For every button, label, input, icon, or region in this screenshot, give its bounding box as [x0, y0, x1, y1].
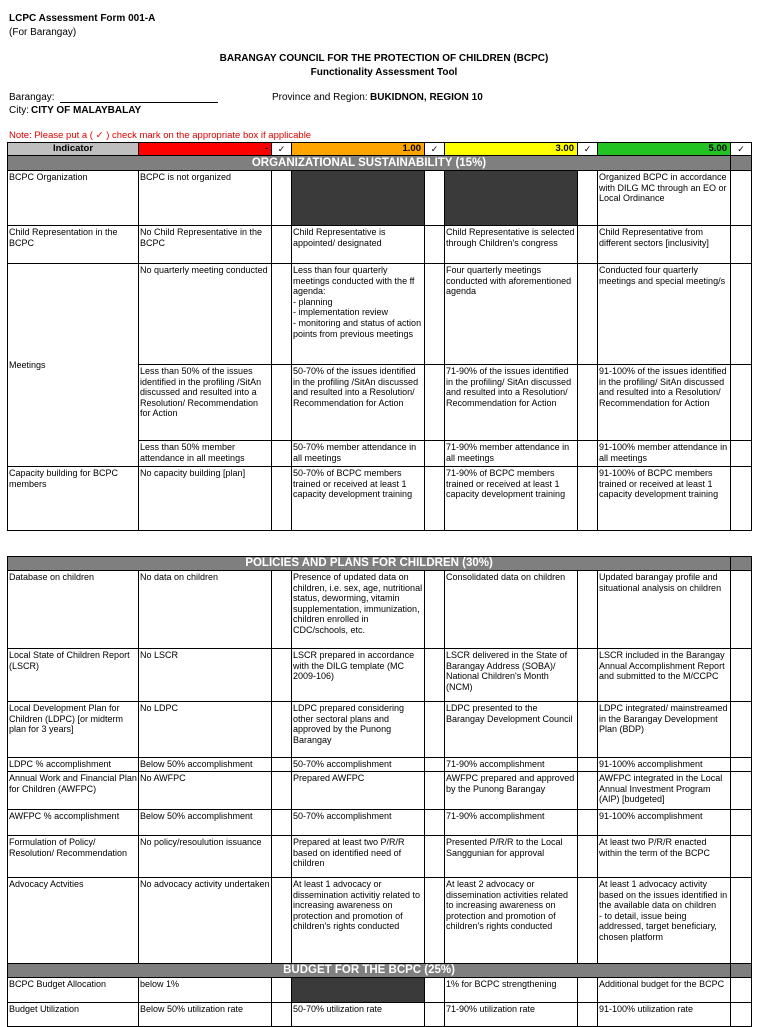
indicator-cell: BCPC Budget Allocation: [8, 978, 139, 1003]
checkbox-cell[interactable]: [578, 836, 598, 878]
checkbox-cell[interactable]: [731, 1003, 752, 1027]
criteria-cell: 91-100% of BCPC members trained or received at least 1 capacity development training: [598, 467, 731, 531]
checkbox-cell[interactable]: [272, 441, 292, 467]
criteria-cell-na: [445, 171, 578, 226]
assessment-table-org: [7, 142, 752, 531]
criteria-cell: 1% for BCPC strengthening: [445, 978, 578, 1003]
criteria-cell: LDPC presented to the Barangay Development Council: [445, 702, 578, 758]
table-row: [8, 702, 752, 758]
checkbox-cell[interactable]: [578, 1003, 598, 1027]
checkbox-cell[interactable]: [425, 226, 445, 264]
criteria-cell: 91-100% member attendance in all meetings: [598, 441, 731, 467]
indicator-header: Indicator: [8, 143, 139, 156]
checkbox-cell[interactable]: [578, 649, 598, 702]
criteria-cell: At least 1 advocacy or dissemination activitiy related to increasing awareness on protection and promotion of children's rights conducted: [292, 878, 425, 964]
checkbox-cell[interactable]: [425, 441, 445, 467]
table-row: [8, 810, 752, 836]
checkbox-cell[interactable]: [578, 264, 598, 365]
checkbox-cell[interactable]: [731, 810, 752, 836]
criteria-cell: No LSCR: [139, 649, 272, 702]
criteria-cell: No Child Representative in the BCPC: [139, 226, 272, 264]
criteria-cell: Less than 50% of the issues identified in the profiling /SitAn discussed and resulted into a Resolution/ Recommendation for Action: [139, 365, 272, 441]
checkbox-cell[interactable]: [731, 171, 752, 226]
criteria-cell: 50-70% utilization rate: [292, 1003, 425, 1027]
criteria-cell: At least 2 advocacy or dissemination activities related to increasing awareness on protection and promotion of children's rights conducted: [445, 878, 578, 964]
criteria-cell: 91-100% utilization rate: [598, 1003, 731, 1027]
criteria-cell: Consolidated data on children: [445, 571, 578, 649]
checkbox-cell[interactable]: [578, 978, 598, 1003]
table-row: [8, 836, 752, 878]
checkbox-cell[interactable]: [578, 171, 598, 226]
checkbox-cell[interactable]: [272, 171, 292, 226]
criteria-cell: Below 50% utilization rate: [139, 1003, 272, 1027]
criteria-cell: 71-90% member attendance in all meetings: [445, 441, 578, 467]
indicator-cell: Local Development Plan for Children (LDPC) [or midterm plan for 3 years]: [8, 702, 139, 758]
checkbox-cell[interactable]: [578, 702, 598, 758]
barangay-label: Barangay:: [9, 92, 55, 103]
criteria-cell: below 1%: [139, 978, 272, 1003]
criteria-cell: 50-70% accomplishment: [292, 810, 425, 836]
checkbox-cell[interactable]: [272, 978, 292, 1003]
checkbox-cell[interactable]: [272, 226, 292, 264]
criteria-cell: 71-90% of BCPC members trained or received at least 1 capacity development training: [445, 467, 578, 531]
criteria-cell-na: [292, 171, 425, 226]
checkbox-cell[interactable]: [272, 758, 292, 772]
table-row: [8, 264, 752, 365]
header-row: [8, 143, 752, 156]
checkbox-cell[interactable]: [272, 810, 292, 836]
indicator-cell: Annual Work and Financial Plan for Children (AWFPC): [8, 772, 139, 810]
check-icon: ✓: [578, 143, 598, 156]
indicator-cell: Formulation of Policy/ Resolution/ Recommendation: [8, 836, 139, 878]
checkbox-cell[interactable]: [272, 649, 292, 702]
check-icon: ✓: [731, 143, 752, 156]
score-header-0: -: [139, 143, 272, 156]
criteria-cell: 71-90% utilization rate: [445, 1003, 578, 1027]
checkbox-cell[interactable]: [578, 365, 598, 441]
table-row: [8, 649, 752, 702]
criteria-cell: Less than 50% member attendance in all meetings: [139, 441, 272, 467]
criteria-cell: No advocacy activity undertaken: [139, 878, 272, 964]
table-row: [8, 1003, 752, 1027]
criteria-cell: At least two P/R/R enacted within the term of the BCPC: [598, 836, 731, 878]
checkbox-cell[interactable]: [272, 1003, 292, 1027]
criteria-cell: 71-90% accomplishment: [445, 810, 578, 836]
checkbox-cell[interactable]: [578, 441, 598, 467]
checkbox-cell[interactable]: [578, 810, 598, 836]
check-icon: ✓: [272, 143, 292, 156]
indicator-cell: BCPC Organization: [8, 171, 139, 226]
form-code: LCPC Assessment Form 001-A: [9, 13, 156, 24]
criteria-cell: LDPC prepared considering other sectoral plans and approved by the Punong Barangay: [292, 702, 425, 758]
assessment-table-policies: [7, 556, 752, 1027]
criteria-cell: No LDPC: [139, 702, 272, 758]
indicator-cell: Budget Utilization: [8, 1003, 139, 1027]
criteria-cell: 91-100% of the issues identified in the profiling/ SitAn discussed and resulted into a Resolution/ Recommendation for Action: [598, 365, 731, 441]
criteria-cell: LDPC integrated/ mainstreamed in the Barangay Development Plan (BDP): [598, 702, 731, 758]
checkbox-cell[interactable]: [731, 758, 752, 772]
checkbox-cell[interactable]: [425, 772, 445, 810]
criteria-cell: Child Representative is selected through Children's congress: [445, 226, 578, 264]
criteria-cell: Additional budget for the BCPC: [598, 978, 731, 1003]
score-header-3: 3.00: [445, 143, 578, 156]
criteria-cell: Presented P/R/R to the Local Sanggunian for approval: [445, 836, 578, 878]
tool-title: Functionality Assessment Tool: [310, 67, 458, 78]
table-row: [8, 571, 752, 649]
checkbox-cell[interactable]: [731, 702, 752, 758]
checkbox-cell[interactable]: [731, 365, 752, 441]
criteria-cell: Organized BCPC in accordance with DILG MC through an EO or Local Ordinance: [598, 171, 731, 226]
section-row: [8, 964, 752, 978]
checkbox-cell[interactable]: [578, 758, 598, 772]
checkbox-cell[interactable]: [425, 649, 445, 702]
checkbox-cell[interactable]: [731, 441, 752, 467]
criteria-cell: No data on children: [139, 571, 272, 649]
instruction-note: Note: Please put a ( ✓ ) check mark on the appropriate box if applicable: [9, 130, 312, 141]
checkbox-cell[interactable]: [578, 878, 598, 964]
province-label: Province and Region:: [272, 92, 368, 103]
checkbox-cell[interactable]: [731, 571, 752, 649]
criteria-cell: 50-70% of BCPC members trained or received at least 1 capacity development training: [292, 467, 425, 531]
section-title-policies: POLICIES AND PLANS FOR CHILDREN (30%): [8, 557, 731, 571]
checkbox-cell[interactable]: [731, 978, 752, 1003]
criteria-cell: Child Representative is appointed/ designated: [292, 226, 425, 264]
checkbox-cell[interactable]: [731, 226, 752, 264]
checkbox-cell[interactable]: [731, 878, 752, 964]
checkbox-cell[interactable]: [425, 836, 445, 878]
city-value: CITY OF MALAYBALAY: [31, 105, 142, 116]
checkbox-cell[interactable]: [272, 264, 292, 365]
criteria-cell: Conducted four quarterly meetings and special meeting/s: [598, 264, 731, 365]
criteria-cell: No policy/resoulution issuance: [139, 836, 272, 878]
indicator-cell: Database on children: [8, 571, 139, 649]
criteria-cell: No AWFPC: [139, 772, 272, 810]
criteria-cell: BCPC is not organized: [139, 171, 272, 226]
checkbox-cell[interactable]: [425, 467, 445, 531]
criteria-cell: 91-100% accomplishment: [598, 758, 731, 772]
checkbox-cell[interactable]: [272, 878, 292, 964]
criteria-cell: LSCR delivered in the State of Barangay Address (SOBA)/ National Children's Month (NCM): [445, 649, 578, 702]
check-icon: ✓: [425, 143, 445, 156]
checkbox-cell[interactable]: [425, 878, 445, 964]
criteria-cell: AWFPC prepared and approved by the Punong Barangay: [445, 772, 578, 810]
table-row: [8, 878, 752, 964]
checkbox-cell[interactable]: [272, 467, 292, 531]
checkbox-cell[interactable]: [425, 978, 445, 1003]
indicator-cell: Local State of Children Report (LSCR): [8, 649, 139, 702]
barangay-field[interactable]: [60, 90, 218, 103]
checkbox-cell[interactable]: [425, 365, 445, 441]
checkbox-cell[interactable]: [425, 702, 445, 758]
checkbox-cell[interactable]: [425, 171, 445, 226]
criteria-cell-na: [292, 978, 425, 1003]
score-header-5: 5.00: [598, 143, 731, 156]
criteria-cell: Four quarterly meetings conducted with aforementioned agenda: [445, 264, 578, 365]
criteria-cell: 91-100% accomplishment: [598, 810, 731, 836]
checkbox-cell[interactable]: [425, 758, 445, 772]
indicator-cell: AWFPC % accomplishment: [8, 810, 139, 836]
table-row: [8, 772, 752, 810]
indicator-cell: Capacity building for BCPC members: [8, 467, 139, 531]
city-label: City:: [9, 105, 29, 116]
indicator-cell: Advocacy Actvities: [8, 878, 139, 964]
criteria-cell: 50-70% of the issues identified in the profiling /SitAn discussed and resulted into a Resolution/ Recommendation for Action: [292, 365, 425, 441]
criteria-cell: Prepared at least two P/R/R based on identified need of children: [292, 836, 425, 878]
checkbox-cell[interactable]: [578, 571, 598, 649]
criteria-cell: Presence of updated data on children, i.e. sex, age, nutritional status, deworming, vitamin supplementation, immunization, children enrolled in CDC/schools, etc.: [292, 571, 425, 649]
checkbox-cell[interactable]: [425, 1003, 445, 1027]
criteria-cell: 50-70% member attendance in all meetings: [292, 441, 425, 467]
table-row: [8, 171, 752, 226]
criteria-cell: Below 50% accomplishment: [139, 810, 272, 836]
criteria-cell: Prepared AWFPC: [292, 772, 425, 810]
criteria-cell: Updated barangay profile and situational analysis on children: [598, 571, 731, 649]
table-row: [8, 226, 752, 264]
criteria-cell: 50-70% accomplishment: [292, 758, 425, 772]
checkbox-cell[interactable]: [731, 467, 752, 531]
section-row: [8, 557, 752, 571]
checkbox-cell[interactable]: [425, 571, 445, 649]
section-title-org: ORGANIZATIONAL SUSTAINABILITY (15%): [8, 156, 731, 171]
score-header-1: 1.00: [292, 143, 425, 156]
criteria-cell: No quarterly meeting conducted: [139, 264, 272, 365]
table-row: [8, 758, 752, 772]
checkbox-cell[interactable]: [731, 772, 752, 810]
table-row: [8, 467, 752, 531]
checkbox-cell[interactable]: [272, 571, 292, 649]
checkbox-cell[interactable]: [578, 226, 598, 264]
checkbox-cell[interactable]: [731, 649, 752, 702]
form-subtitle: (For Barangay): [9, 27, 77, 38]
checkbox-cell[interactable]: [272, 365, 292, 441]
criteria-cell: LSCR included in the Barangay Annual Accomplishment Report and submitted to the M/CCPC: [598, 649, 731, 702]
checkbox-cell[interactable]: [272, 836, 292, 878]
criteria-cell: 71-90% of the issues identified in the profiling/ SitAn discussed and resulted into a Resolution/ Recommendation for Action: [445, 365, 578, 441]
indicator-cell: Child Representation in the BCPC: [8, 226, 139, 264]
checkbox-cell[interactable]: [272, 772, 292, 810]
checkbox-cell[interactable]: [578, 467, 598, 531]
checkbox-cell[interactable]: [425, 810, 445, 836]
criteria-cell: At least 1 advocacy activity based on the issues identified in the available data on children - to detail, issue being addressed, target beneficiary, chosen platform: [598, 878, 731, 964]
criteria-cell: No capacity building [plan]: [139, 467, 272, 531]
criteria-cell: Child Representative from different sectors [inclusivity]: [598, 226, 731, 264]
checkbox-cell[interactable]: [731, 836, 752, 878]
criteria-cell: 71-90% accomplishment: [445, 758, 578, 772]
province-value: BUKIDNON, REGION 10: [370, 92, 483, 103]
table-row: [8, 978, 752, 1003]
indicator-cell: LDPC % accomplishment: [8, 758, 139, 772]
section-title-budget: BUDGET FOR THE BCPC (25%): [8, 964, 731, 978]
checkbox-cell[interactable]: [272, 702, 292, 758]
indicator-cell: Meetings: [8, 264, 139, 467]
section-row: [8, 156, 752, 171]
criteria-cell: LSCR prepared in accordance with the DILG template (MC 2009-106): [292, 649, 425, 702]
checkbox-cell[interactable]: [731, 264, 752, 365]
criteria-cell: AWFPC integrated in the Local Annual Investment Program (AIP) [budgeted]: [598, 772, 731, 810]
criteria-cell: Less than four quarterly meetings conducted with the ff agenda: - planning - implementation review - monitoring and status of action points from previous meetings: [292, 264, 425, 365]
checkbox-cell[interactable]: [425, 264, 445, 365]
checkbox-cell[interactable]: [578, 772, 598, 810]
page-title: BARANGAY COUNCIL FOR THE PROTECTION OF CHILDREN (BCPC): [219, 53, 549, 64]
criteria-cell: Below 50% accomplishment: [139, 758, 272, 772]
